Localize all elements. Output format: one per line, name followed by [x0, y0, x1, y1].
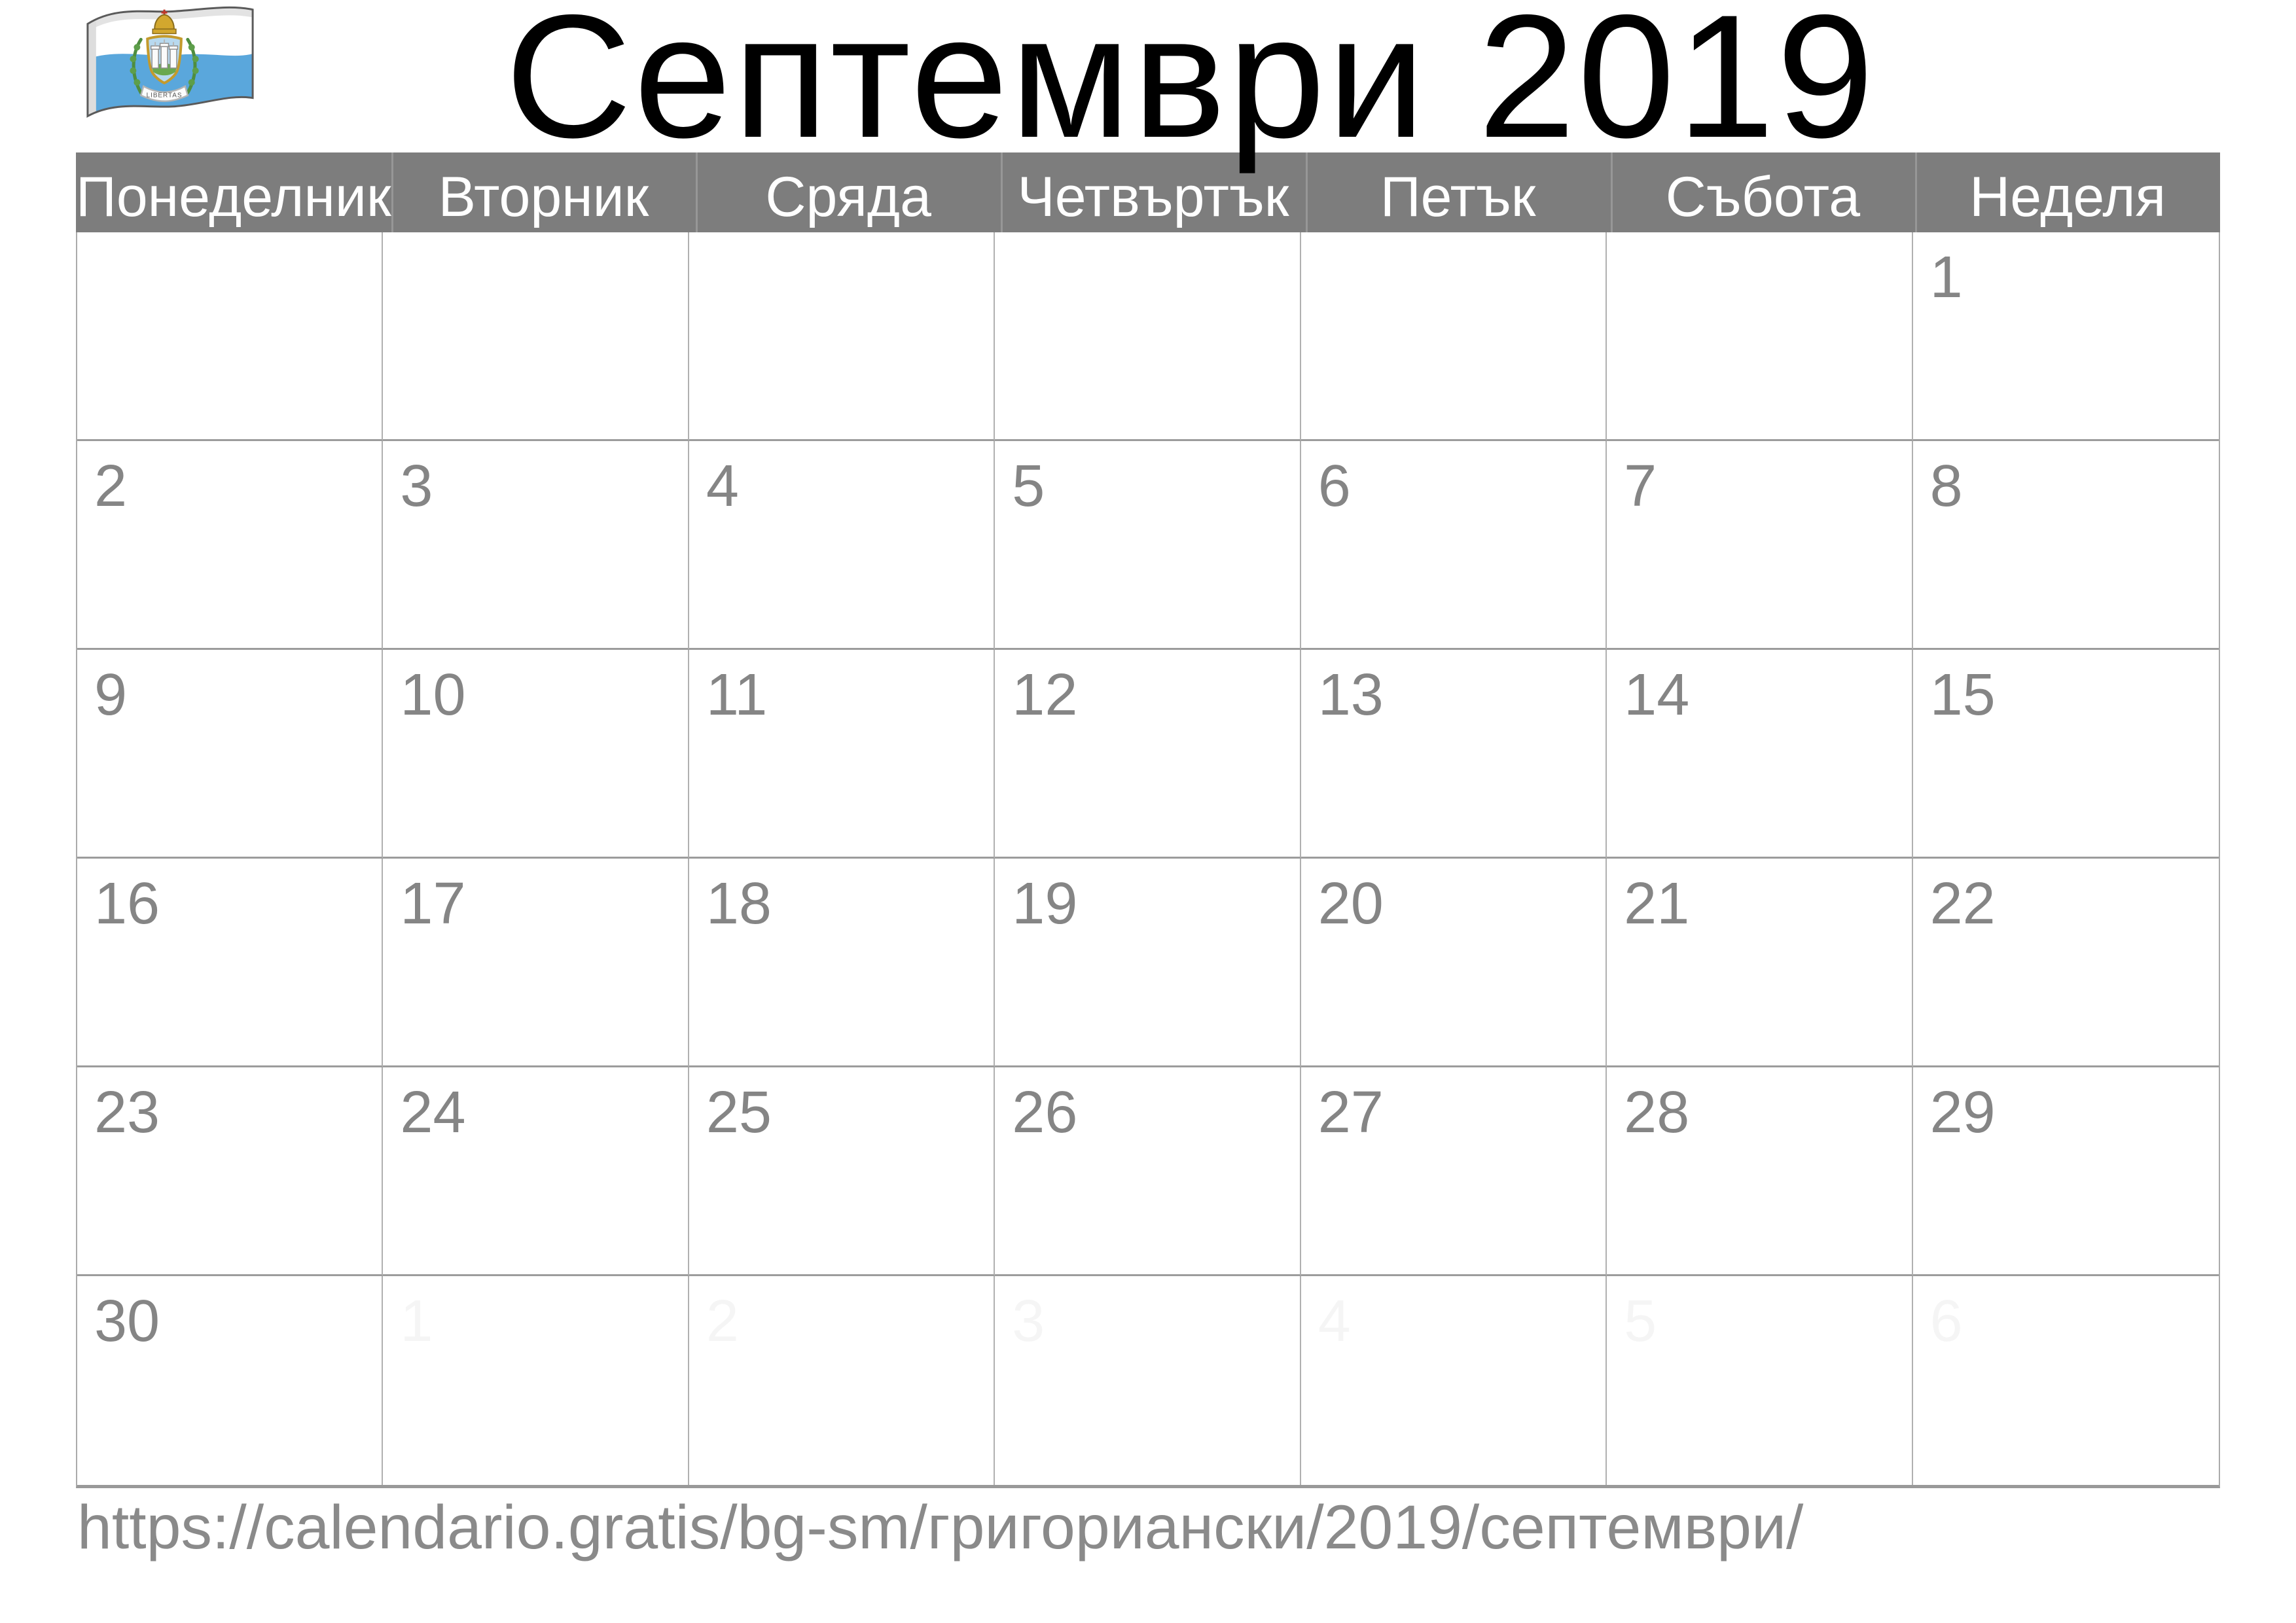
- calendar-cell: [995, 441, 1300, 650]
- weekday-header-friday: Петък: [1306, 152, 1611, 232]
- calendar-cell: [995, 650, 1300, 859]
- ghost-date-number: 4: [1318, 1289, 1351, 1354]
- calendar-cell: [689, 232, 995, 441]
- date-number: 11: [706, 662, 768, 728]
- date-number: 25: [706, 1080, 772, 1145]
- calendar-cell: [995, 859, 1300, 1067]
- calendar-cell: [1607, 1067, 1912, 1276]
- calendar-cell: [1913, 650, 2219, 859]
- calendar-cell: [383, 441, 689, 650]
- ghost-date-number: 5: [1624, 1289, 1657, 1354]
- ghost-date-number: 2: [706, 1289, 739, 1354]
- calendar-cell: [689, 650, 995, 859]
- calendar-cell: [1913, 859, 2219, 1067]
- calendar-cell: [77, 232, 383, 441]
- calendar-cell: [1301, 1276, 1607, 1485]
- calendar-cell: [77, 441, 383, 650]
- page-title: Септември 2019: [505, 0, 1876, 174]
- calendar-cell: [383, 232, 689, 441]
- date-number: 4: [706, 454, 739, 519]
- date-number: 21: [1624, 871, 1690, 936]
- weekday-header-saturday: Събота: [1611, 152, 1916, 232]
- date-number: 12: [1012, 662, 1078, 728]
- date-number: 6: [1318, 454, 1351, 519]
- weekday-header-thursday: Четвъртък: [1001, 152, 1306, 232]
- calendar-cell: [77, 1067, 383, 1276]
- calendar-cell: [77, 1276, 383, 1485]
- date-number: 28: [1624, 1080, 1690, 1145]
- date-number: 16: [94, 871, 160, 936]
- date-number: 24: [400, 1080, 466, 1145]
- date-number: 1: [1929, 245, 1963, 310]
- calendar-cell: [995, 232, 1300, 441]
- calendar-cell: [689, 1067, 995, 1276]
- calendar-cell: [689, 859, 995, 1067]
- calendar-cell: [1607, 1276, 1912, 1485]
- date-number: 19: [1012, 871, 1078, 936]
- calendar-cell: [77, 859, 383, 1067]
- date-number: 27: [1318, 1080, 1384, 1145]
- weekday-header-tuesday: Вторник: [391, 152, 696, 232]
- calendar-cell: [383, 1067, 689, 1276]
- calendar-cell: [1301, 232, 1607, 441]
- date-number: 3: [400, 454, 433, 519]
- date-number: 29: [1929, 1080, 1996, 1145]
- date-number: 5: [1012, 454, 1045, 519]
- calendar-cell: [383, 1276, 689, 1485]
- calendar-cell: [383, 859, 689, 1067]
- flag-motto-text: LIBERTAS: [146, 92, 183, 99]
- calendar-cell: [1301, 859, 1607, 1067]
- ghost-date-number: 6: [1929, 1289, 1963, 1354]
- date-number: 10: [400, 662, 466, 728]
- calendar-cell: [995, 1276, 1300, 1485]
- date-number: 7: [1624, 454, 1657, 519]
- calendar-cell: [1913, 232, 2219, 441]
- calendar-cell: [1607, 232, 1912, 441]
- calendar-cell: [1607, 859, 1912, 1067]
- weekday-header-monday: Понеделник: [76, 165, 391, 228]
- calendar-cell: [1913, 1067, 2219, 1276]
- calendar-cell: [1301, 441, 1607, 650]
- footer-url: https://calendario.gratis/bg-sm/григориански/2019/септември/: [77, 1493, 1804, 1562]
- date-number: 18: [706, 871, 772, 936]
- calendar-cell: [383, 650, 689, 859]
- date-number: 14: [1624, 662, 1690, 728]
- calendar-cell: [77, 650, 383, 859]
- weekday-header-wednesday: Сряда: [696, 152, 1001, 232]
- calendar-cell: [1607, 650, 1912, 859]
- ghost-date-number: 1: [400, 1289, 433, 1354]
- date-number: 8: [1929, 454, 1963, 519]
- date-number: 9: [94, 662, 128, 728]
- weekday-header-sunday: Неделя: [1915, 152, 2220, 232]
- calendar-grid: [76, 232, 2220, 1488]
- calendar-cell: [995, 1067, 1300, 1276]
- date-number: 2: [94, 454, 128, 519]
- date-number: 20: [1318, 871, 1384, 936]
- calendar-cell: [1913, 441, 2219, 650]
- calendar-cell: [1913, 1276, 2219, 1485]
- calendar-cell: [1301, 1067, 1607, 1276]
- date-number: 22: [1929, 871, 1996, 936]
- date-number: 15: [1929, 662, 1996, 728]
- date-number: 23: [94, 1080, 160, 1145]
- date-number: 17: [400, 871, 466, 936]
- calendar-cell: [1607, 441, 1912, 650]
- date-number: 13: [1318, 662, 1384, 728]
- date-number: 26: [1012, 1080, 1078, 1145]
- ghost-date-number: 3: [1012, 1289, 1045, 1354]
- calendar-cell: [1301, 650, 1607, 859]
- calendar-cell: [689, 1276, 995, 1485]
- date-number: 30: [94, 1289, 160, 1354]
- calendar-cell: [689, 441, 995, 650]
